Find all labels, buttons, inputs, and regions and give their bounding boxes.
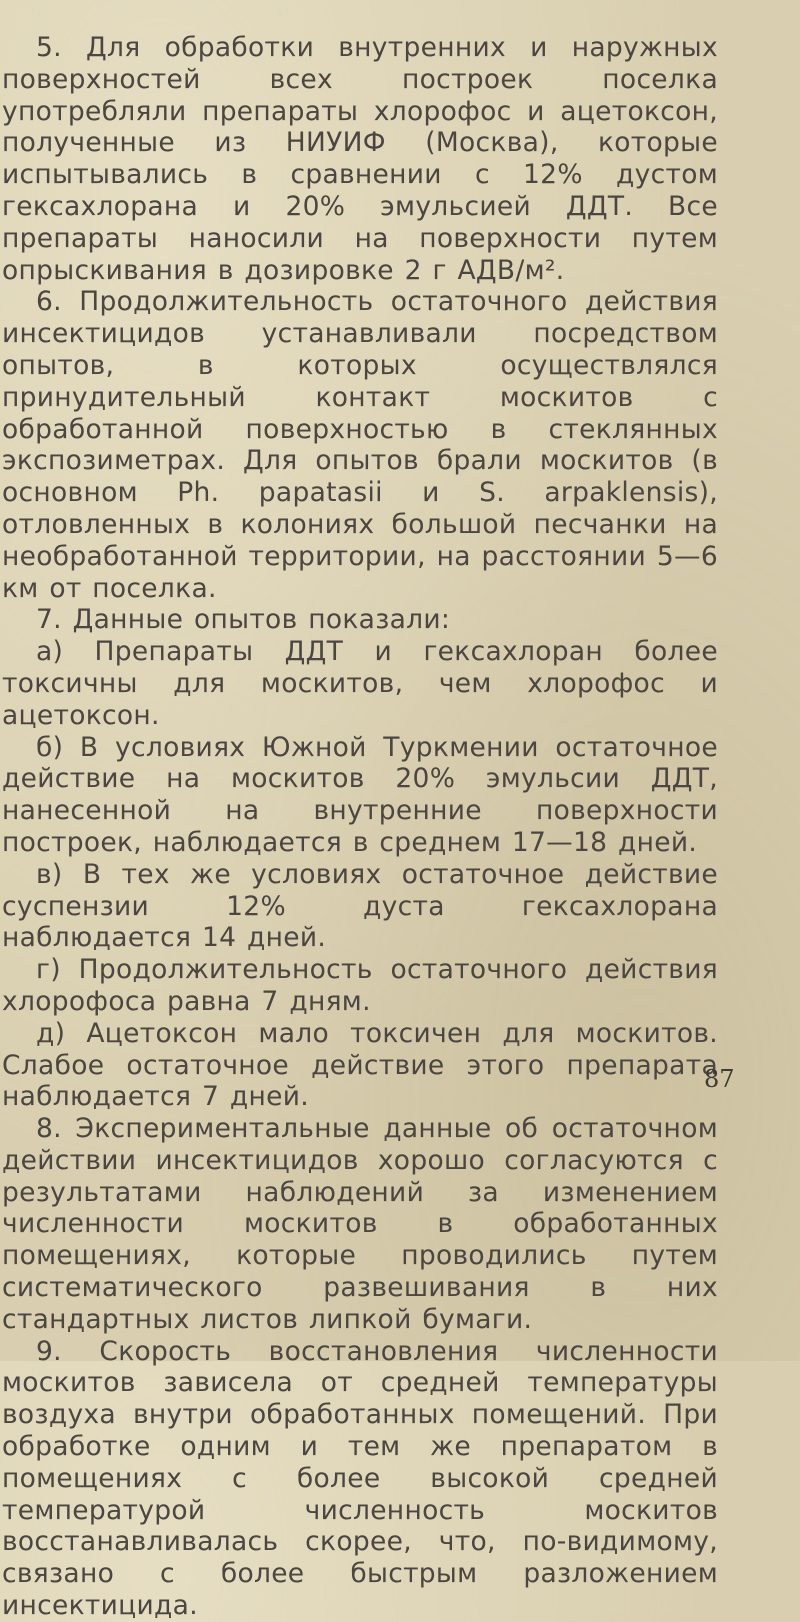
- paragraph-9: 9. Скорость восстановления численности москитов зависела от средней температуры воздуха внутри обработанных помещений. При обработке одним и тем же препаратом в помещениях с более высокой средней температурой численность москитов восстанавливалась скорее, что, по-видимому, связано с более быстрым разложением инсектицида.: [2, 1335, 718, 1622]
- paragraph-5: 5. Для обработки внутренних и наружных поверхностей всех построек поселка употребляли препараты хлорофос и ацетоксон, полученные из НИУИФ (Москва), которые испытывались в сравнении с 12% дустом гексахлорана и 20% эмульсией ДДТ. Все препараты наносили на поверхности путем опрыскивания в дозировке 2 г АДВ/м².: [2, 32, 718, 286]
- paragraph-7b: б) В условиях Южной Туркмении остаточное действие на москитов 20% эмульсии ДДТ, нанесенной на внутренние поверхности построек, наблюдается в среднем 17—18 дней.: [2, 731, 718, 858]
- paragraph-8: 8. Экспериментальные данные об остаточном действии инсектицидов хорошо согласуются с результатами наблюдений за изменением численности москитов в обработанных помещениях, которые проводились путем систематического развешивания в них стандартных листов липкой бумаги.: [2, 1113, 718, 1335]
- paragraph-6: 6. Продолжительность остаточного действия инсектицидов устанавливали посредством опытов, в которых осуществлялся принудительный контакт москитов с обработанной поверхностью в стеклянных экспозиметрах. Для опытов брали москитов (в основном Ph. papatasii и S. arpaklensis), отловленных в колониях большой песчанки на необработанной территории, на расстоянии 5—6 км от поселка.: [2, 286, 718, 604]
- paragraph-7c: в) В тех же условиях остаточное действие суспензии 12% дуста гексахлорана наблюдается 14 дней.: [2, 858, 718, 954]
- page-number: 87: [704, 1065, 735, 1093]
- paragraph-7e: д) Ацетоксон мало токсичен для москитов. Слабое остаточное действие этого препарата наблюдается 7 дней.: [2, 1017, 718, 1113]
- paragraph-7: 7. Данные опытов показали:: [36, 604, 451, 636]
- paragraph-7a: а) Препараты ДДТ и гексахлоран более токсичны для москитов, чем хлорофос и ацетоксон.: [2, 636, 718, 731]
- body-text: [2, 32, 718, 1622]
- paragraph-7d: г) Продолжительность остаточного действия хлорофоса равна 7 дням.: [2, 954, 718, 1017]
